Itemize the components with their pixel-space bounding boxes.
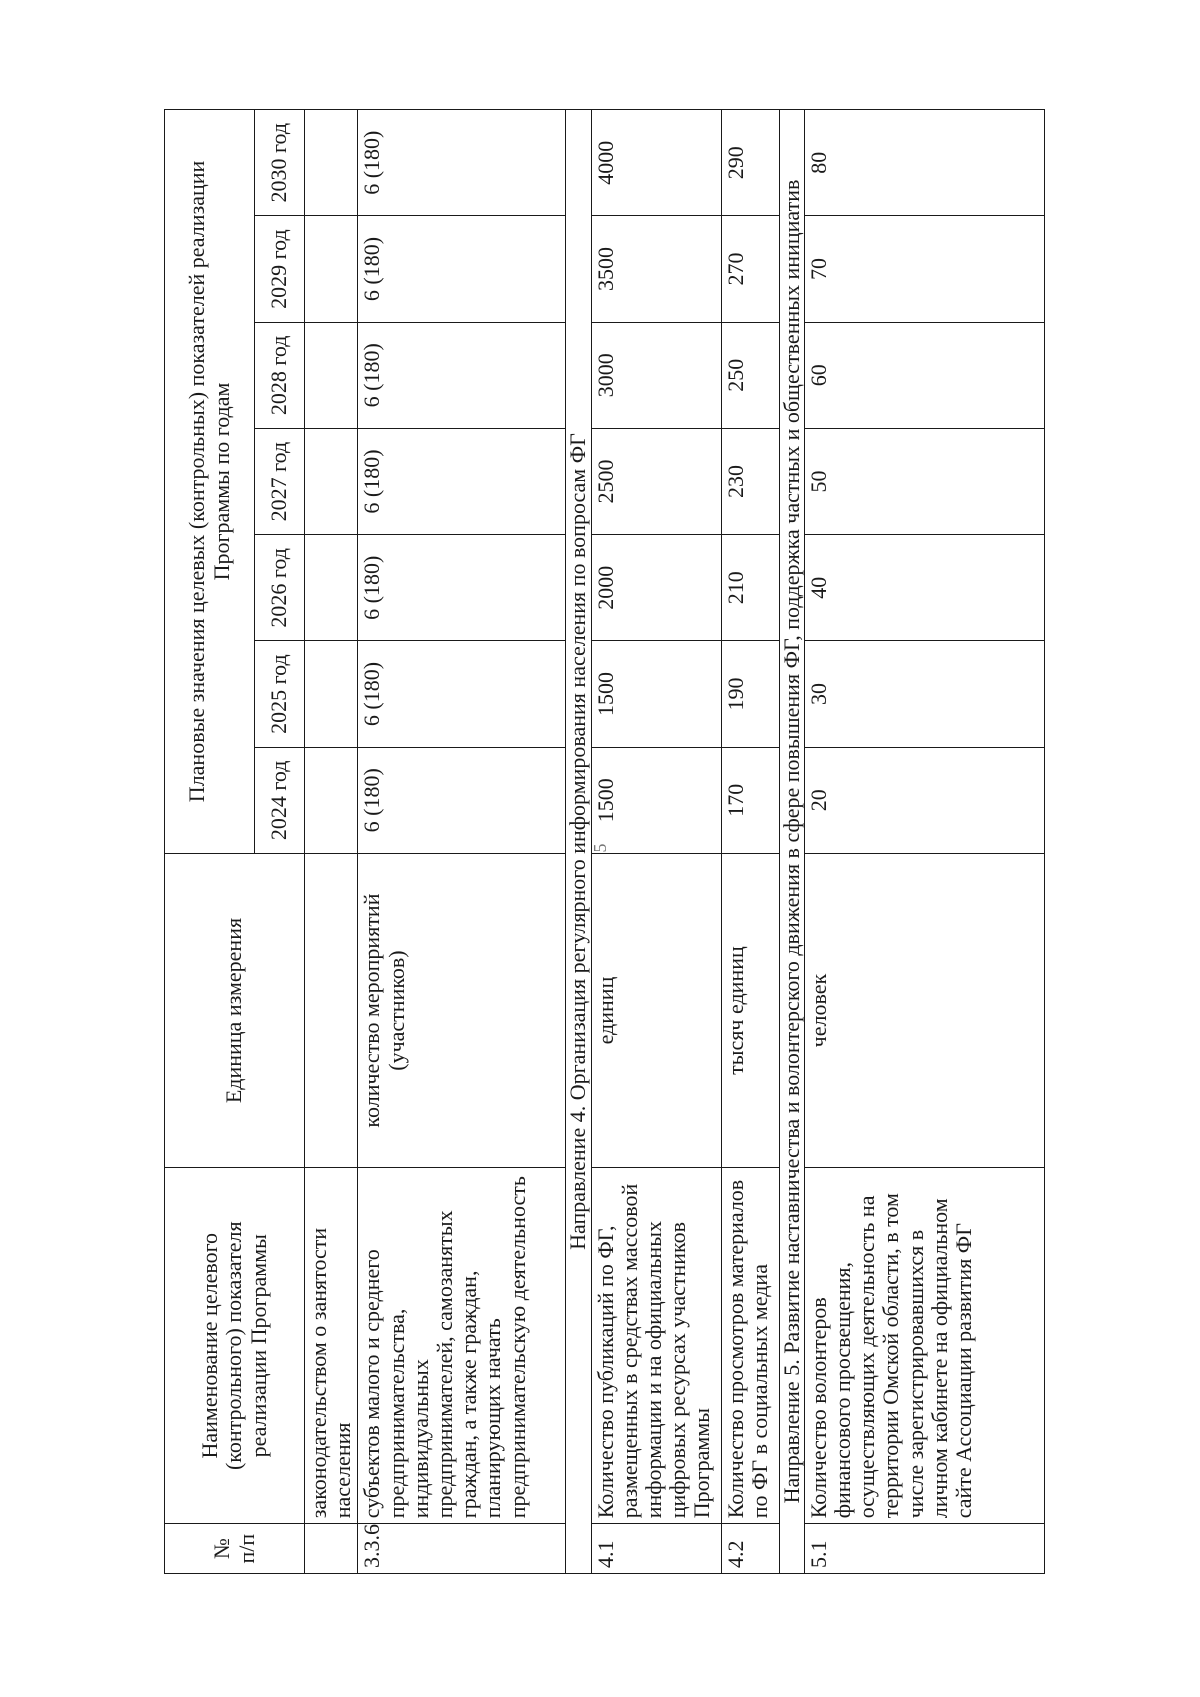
cell-value (305, 428, 358, 534)
cell-value: 6 (180) (358, 747, 566, 853)
table-row (591, 110, 721, 1574)
header-year: 2029 год (255, 216, 305, 322)
cell-name: Количество публикаций по ФГ, размещенных в средствах массовой информации и на официальных цифровых ресурсах участников Программы (591, 1168, 721, 1524)
cell-value: 70 (804, 216, 1044, 322)
direction-row (779, 110, 804, 1574)
cell-unit: количество мероприятий (участников) (358, 853, 566, 1167)
direction-4-title: Направление 4. Организация регулярного информирования населения по вопросам ФГ (566, 110, 591, 1574)
cell-value (305, 747, 358, 853)
cell-value (305, 110, 358, 216)
cell-value: 190 (721, 641, 779, 747)
table-row (305, 110, 358, 1574)
header-year: 2028 год (255, 322, 305, 428)
cell-value (305, 641, 358, 747)
cell-num (305, 1524, 358, 1574)
cell-name: Количество волонтеров финансового просвещения, осуществляющих деятельность на территории Омской области, в том числе зарегистрировавшихся в личном кабинете на официальном сайте Ассоциации развития ФГ (804, 1168, 1044, 1524)
cell-value: 1500 (591, 641, 721, 747)
cell-value: 4000 (591, 110, 721, 216)
table-row (358, 110, 566, 1574)
cell-num: 4.1 (591, 1524, 721, 1574)
cell-value: 40 (804, 535, 1044, 641)
cell-value: 290 (721, 110, 779, 216)
header-num: № п/п (165, 1524, 305, 1574)
cell-value: 6 (180) (358, 535, 566, 641)
cell-value: 80 (804, 110, 1044, 216)
cell-unit: человек (804, 853, 1044, 1167)
cell-value: 2000 (591, 535, 721, 641)
header-year: 2027 год (255, 428, 305, 534)
cell-value (305, 535, 358, 641)
direction-5-title: Направление 5. Развитие наставничества и волонтерского движения в сфере повышения ФГ, поддержка частных и общественных инициатив (779, 110, 804, 1574)
indicators-table (164, 109, 1045, 1574)
cell-value: 2500 (591, 428, 721, 534)
cell-value: 250 (721, 322, 779, 428)
header-year: 2026 год (255, 535, 305, 641)
table-row (721, 110, 779, 1574)
cell-value: 170 (721, 747, 779, 853)
cell-unit: тысяч единиц (721, 853, 779, 1167)
cell-value: 1500 (591, 747, 721, 853)
cell-value: 3500 (591, 216, 721, 322)
cell-value: 6 (180) (358, 428, 566, 534)
header-year: 2025 год (255, 641, 305, 747)
cell-value: 230 (721, 428, 779, 534)
cell-value: 50 (804, 428, 1044, 534)
cell-value: 30 (804, 641, 1044, 747)
cell-num: 3.3.6 (358, 1524, 566, 1574)
cell-value: 20 (804, 747, 1044, 853)
cell-value: 210 (721, 535, 779, 641)
cell-value: 6 (180) (358, 322, 566, 428)
cell-name: субъектов малого и среднего предпринимательства, индивидуальных предпринимателей, самозанятых граждан, а также граждан, планирующих начать предпринимательскую деятельность (358, 1168, 566, 1524)
page-number: 5 (590, 843, 610, 853)
cell-value: 6 (180) (358, 110, 566, 216)
table-row (804, 110, 1044, 1574)
cell-value (305, 216, 358, 322)
header-planned: Плановые значения целевых (контрольных) показателей реализации Программы по годам (165, 110, 255, 854)
cell-name: Количество просмотров материалов по ФГ в социальных медиа (721, 1168, 779, 1524)
header-year: 2030 год (255, 110, 305, 216)
header-name: Наименование целевого (контрольного) показателя реализации Программы (165, 1168, 305, 1524)
direction-row (566, 110, 591, 1574)
cell-value: 6 (180) (358, 216, 566, 322)
cell-num: 5.1 (804, 1524, 1044, 1574)
cell-value: 6 (180) (358, 641, 566, 747)
cell-unit (305, 853, 358, 1167)
cell-value: 270 (721, 216, 779, 322)
header-unit: Единица измерения (165, 853, 305, 1167)
cell-num: 4.2 (721, 1524, 779, 1574)
cell-value: 60 (804, 322, 1044, 428)
cell-value (305, 322, 358, 428)
cell-unit: единиц (591, 853, 721, 1167)
header-year: 2024 год (255, 747, 305, 853)
rotated-table-container (164, 109, 1092, 1574)
cell-value: 3000 (591, 322, 721, 428)
cell-name: законодательством о занятости населения (305, 1168, 358, 1524)
